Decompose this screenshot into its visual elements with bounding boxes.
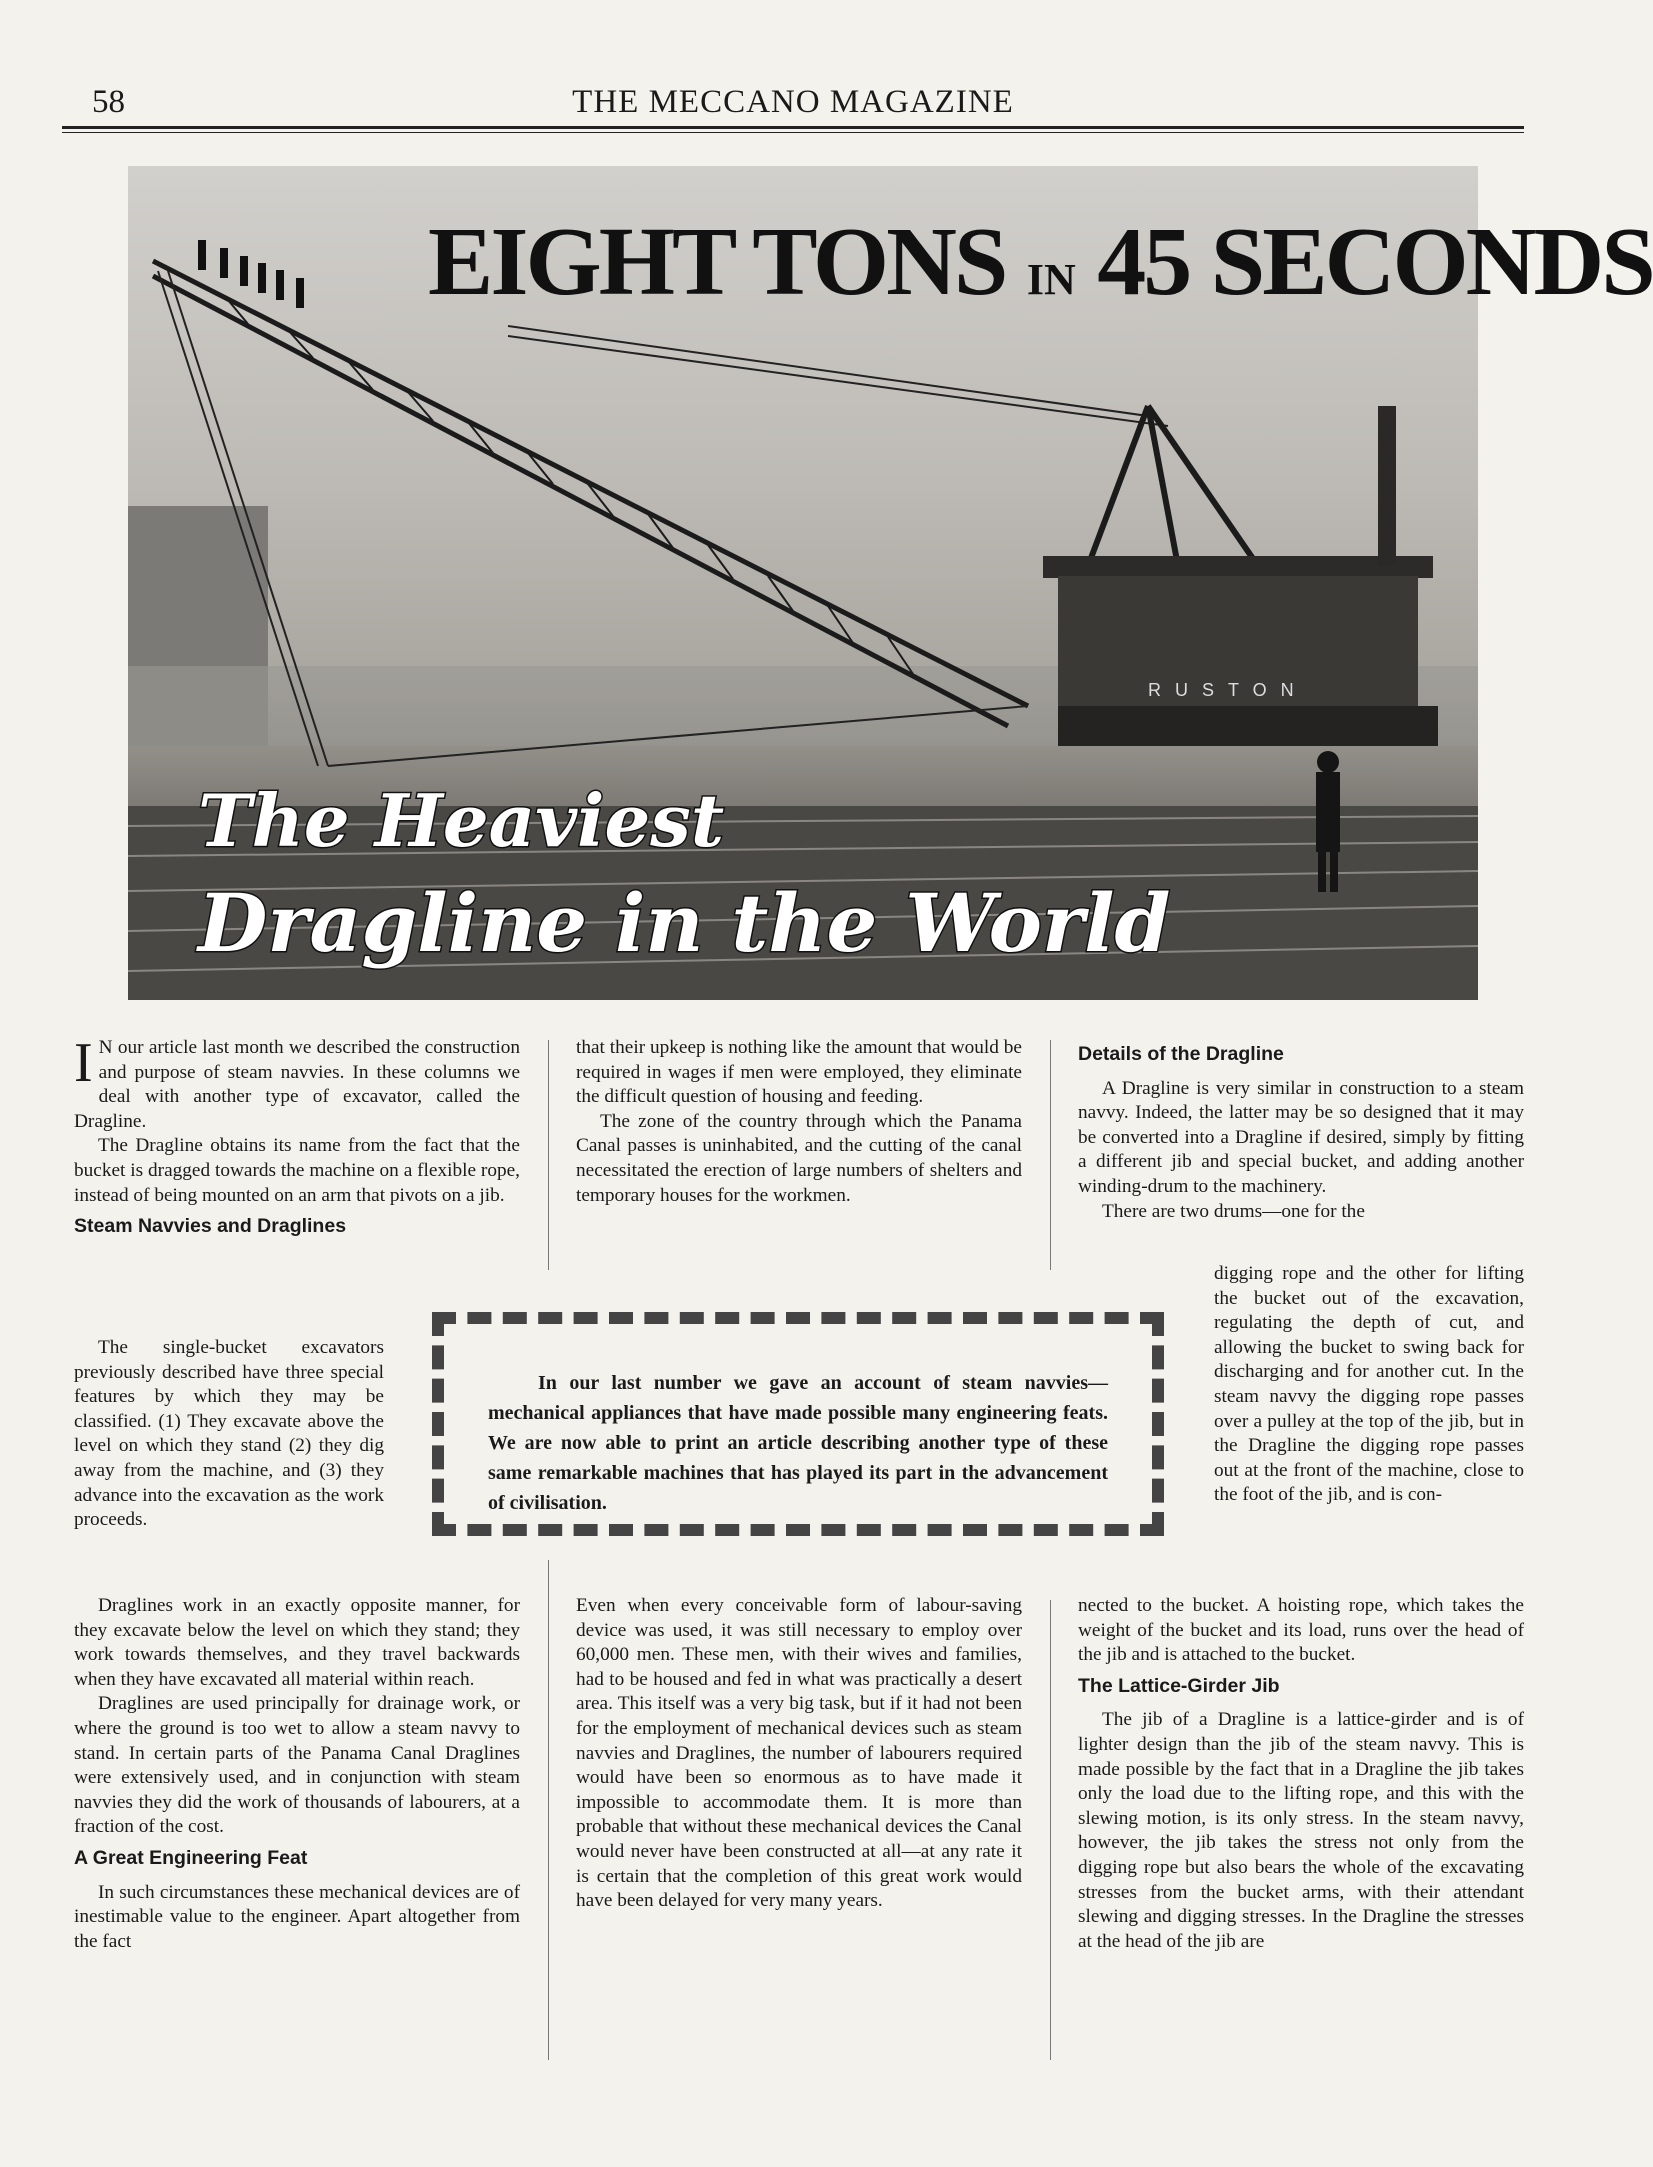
header-rule-thin bbox=[62, 132, 1524, 133]
script-title-line1: The Heaviest bbox=[198, 778, 725, 863]
column-3-wrap bbox=[1214, 1262, 1524, 1508]
headline-part: EIGHT TONS bbox=[428, 208, 1027, 316]
dragline-photo bbox=[128, 166, 1653, 1000]
paragraph: The single-bucket excavators previously described have three special features by which they may be classified. (1) They excavate above the level on which they stand (2) they dig away from the machine, and (3) they advance into the excavation as the work proceeds. bbox=[74, 1337, 384, 1531]
paragraph: There are two drums—one for the bbox=[1102, 1200, 1365, 1222]
paragraph: Draglines work in an exactly opposite manner, for they excavate below the level on which they stand; they work towards themselves, and they travel backwards when they have excavated all material within reach. bbox=[74, 1595, 520, 1690]
paragraph: Even when every conceivable form of labour-saving device was used, it was still necessary to employ over 60,000 men. These men, with their wives and families, had to be housed and fed in what was practically a desert area. This itself was a very big task, but if it had not been for the employment of mechanical devices such as steam navvies and Draglines, the number of labourers required would have been so enormous as to have made it impossible to accommodate them. It is more than probable that without these mechanical devices the Canal would never have been constructed at all—at any rate it is certain that the completion of this great work would have been delayed for very many years. bbox=[576, 1595, 1022, 1912]
column-1-top bbox=[74, 1032, 520, 1249]
column-1-wrap bbox=[74, 1336, 384, 1533]
machine-base bbox=[1058, 706, 1438, 746]
lattice-jib bbox=[153, 261, 1028, 726]
section-heading-navvies: Steam Navvies and Draglines bbox=[74, 1215, 347, 1238]
jib-lattice-bars bbox=[228, 300, 913, 674]
column-divider bbox=[1050, 1600, 1051, 2060]
headline-part: 45 SECONDS bbox=[1075, 208, 1653, 316]
paragraph: Draglines are used principally for drainage work, or where the ground is too wet to allow a steam navvy to stand. In certain parts of the Panama Canal Draglines were extensively used, and in conjunction with steam navvies they did the work of thousands of labourers, at a fraction of the cost. bbox=[74, 1693, 520, 1838]
column-divider bbox=[1050, 1040, 1051, 1270]
paragraph: digging rope and the other for lifting the bucket out of the excavation, regulating the depth of cut, and allowing the bucket to swing back for discharging and for another cut. In the steam navvy the digging rope passes over a pulley at the top of the jib, but in the Dragline the digging rope passes out at the front of the machine, close to the foot of the jib, and is con- bbox=[1214, 1263, 1524, 1506]
paragraph: that their upkeep is nothing like the amount that would be required in wages if men were employed, they eliminate the difficult question of housing and feeding. bbox=[576, 1037, 1022, 1108]
chimney bbox=[1378, 406, 1396, 566]
editor-note-box bbox=[432, 1312, 1164, 1536]
paragraph: The jib of a Dragline is a lattice-girder and is of lighter design than the jib of the steam navvy. This is made possible by the fact that in a Dragline the jib takes only the load due to the lifting rope, and this with the slewing motion, is its only stress. In the steam navvy, however, the jib takes the stress not only from the digging rope but also bears the whole of the excavating stresses from the bucket arms, with their attendant slewing and digging stresses. In the Dragline the stresses at the head of the jib are bbox=[1078, 1709, 1524, 1952]
section-heading-jib: The Lattice-Girder Jib bbox=[1078, 1674, 1280, 1697]
paragraph: The zone of the country through which the Panama Canal passes is uninhabited, and the cutting of the canal necessitated the erection of large numbers of shelters and temporary houses for the workmen. bbox=[576, 1110, 1022, 1206]
section-heading-details: Details of the Dragline bbox=[1078, 1043, 1284, 1065]
paragraph-text: N our article last month we described the construction and purpose of steam navvies. In these columns we deal with another type of excavator, called the Dragline. bbox=[74, 1037, 520, 1132]
script-title-line2: Dragline in the World bbox=[198, 876, 1171, 970]
page-header bbox=[62, 84, 1524, 128]
column-1-bottom bbox=[74, 1594, 520, 1954]
section-heading-feat: A Great Engineering Feat bbox=[74, 1846, 308, 1869]
column-divider bbox=[548, 1560, 549, 2060]
column-divider bbox=[548, 1040, 549, 1270]
magazine-title: THE MECCANO MAGAZINE bbox=[572, 84, 1014, 120]
column-2-bottom bbox=[576, 1594, 1022, 1914]
house-roof bbox=[1043, 556, 1433, 578]
photo-headline bbox=[428, 206, 1653, 318]
paragraph: A Dragline is very similar in construction to a steam navvy. Indeed, the latter may be so designed that it may be converted into a Dragline if desired, simply by fitting a different jib and special bucket, and adding another winding-drum to the machinery. bbox=[1078, 1077, 1524, 1197]
drop-cap: I bbox=[74, 1032, 93, 1094]
editor-note-text: In our last number we gave an account of steam navvies—mechanical appliances that have made possible many engineering feats. We are now able to print an article describing another type of these same remarkable machines that has played its part in the advancement of civilisation. bbox=[488, 1372, 1108, 1514]
paragraph: The Dragline obtains its name from the fact that the bucket is dragged towards the machine on a flexible rope, instead of being mounted on an arm that pivots on a jib. bbox=[74, 1135, 520, 1206]
paragraph: nected to the bucket. A hoisting rope, which takes the weight of the bucket and its load, runs over the head of the jib and is attached to the bucket. bbox=[1078, 1595, 1524, 1666]
headline-in: IN bbox=[1026, 255, 1076, 304]
intro-paragraph bbox=[74, 1032, 520, 1134]
machine-label: RUSTON bbox=[1148, 680, 1308, 700]
a-frame bbox=[1088, 406, 1258, 566]
workers-on-jib bbox=[198, 240, 304, 308]
column-3-bottom bbox=[1078, 1594, 1524, 1954]
column-3-top bbox=[1078, 1036, 1524, 1224]
paragraph: In such circumstances these mechanical devices are of inestimable value to the engineer. Apart altogether from the fact bbox=[74, 1881, 520, 1952]
page-number: 58 bbox=[92, 84, 125, 120]
column-2-top bbox=[576, 1036, 1022, 1208]
header-rule bbox=[62, 126, 1524, 129]
